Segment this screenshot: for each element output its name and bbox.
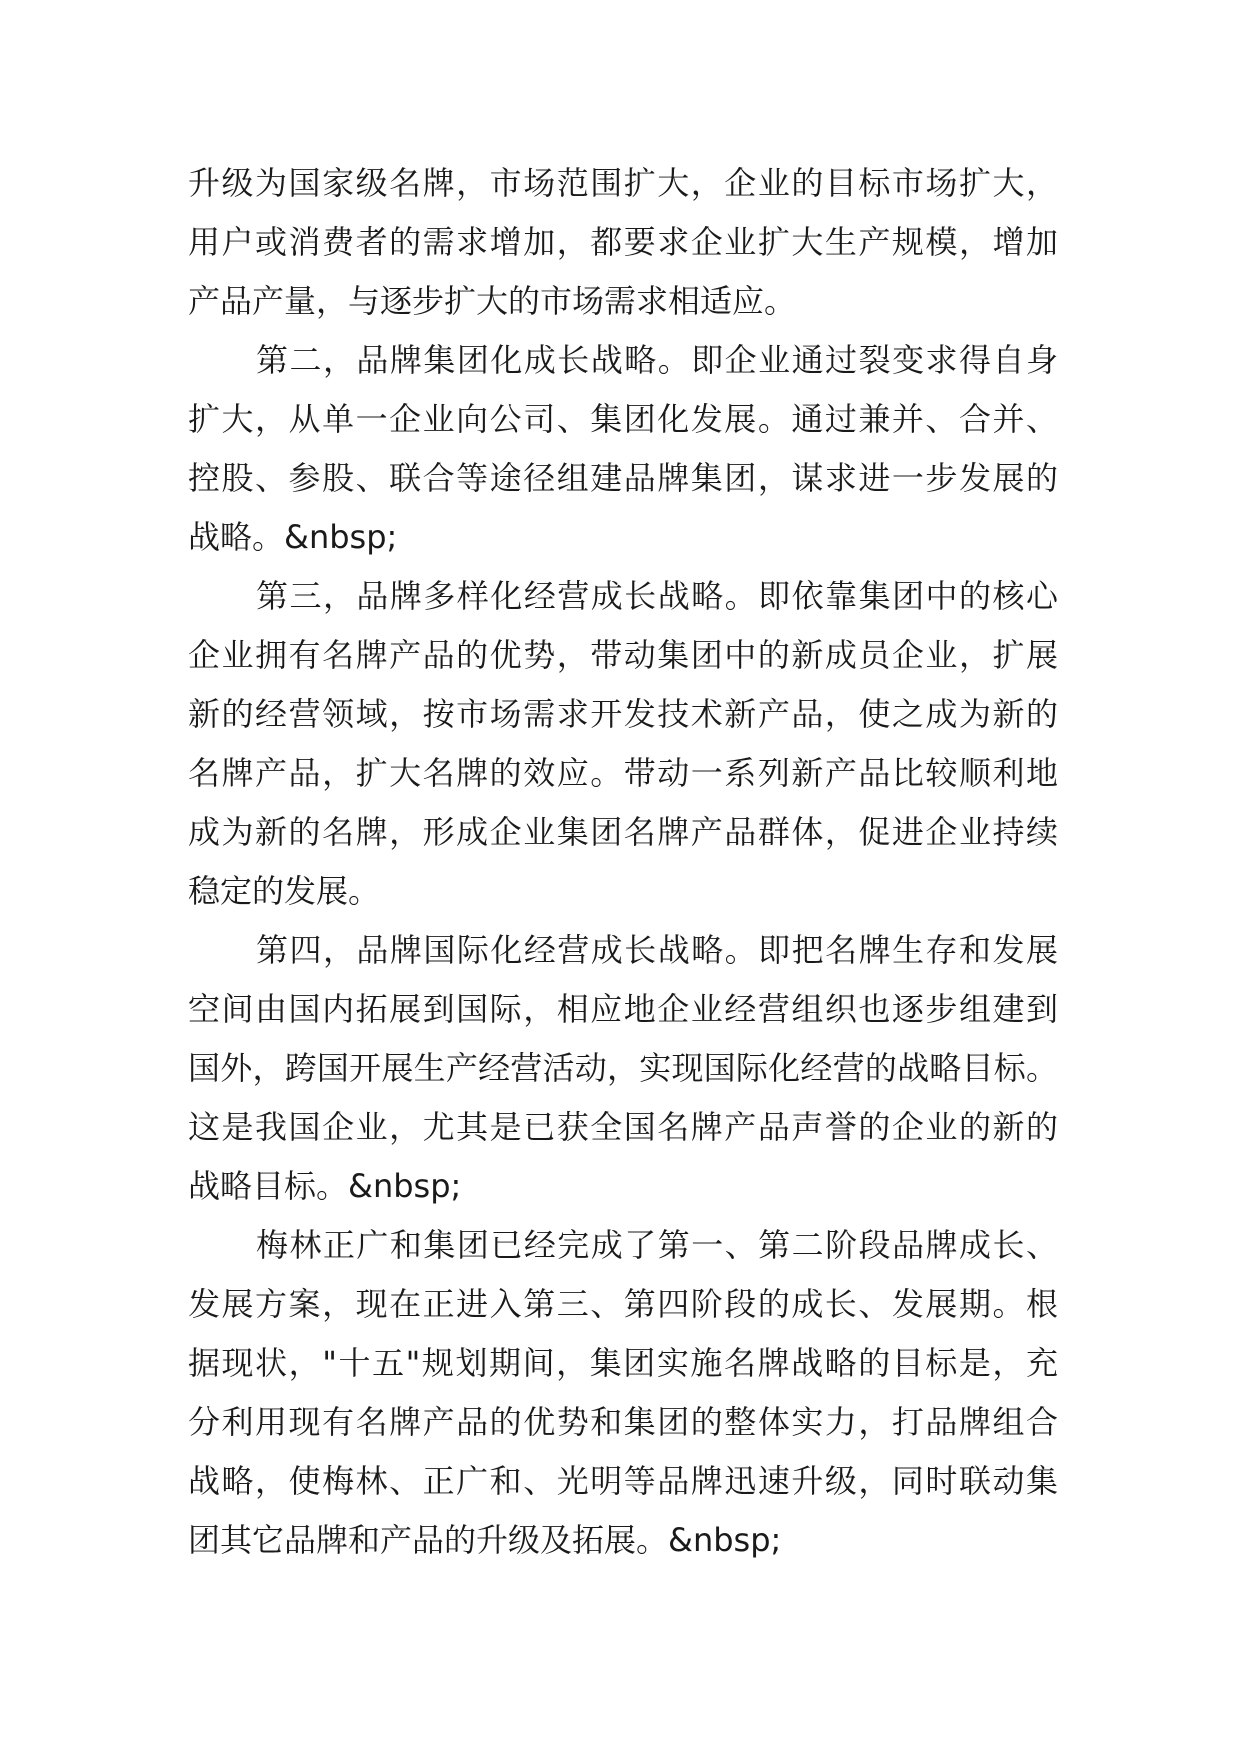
text-line: 名牌产品，扩大名牌的效应。带动一系列新产品比较顺利地 [188, 754, 1058, 792]
text-line: 用户或消费者的需求增加，都要求企业扩大生产规模，增加 [188, 223, 1058, 261]
text-line: 控股、参股、联合等途径组建品牌集团，谋求进一步发展的 [188, 459, 1058, 497]
text-line: 国外，跨国开展生产经营活动，实现国际化经营的战略目标。 [188, 1049, 1058, 1087]
text-line: 新的经营领域，按市场需求开发技术新产品，使之成为新的 [188, 695, 1058, 733]
text-line: 升级为国家级名牌，市场范围扩大，企业的目标市场扩大， [188, 164, 1058, 202]
text-line: 这是我国企业，尤其是已获全国名牌产品声誉的企业的新的 [188, 1108, 1058, 1146]
text-line: 产品产量，与逐步扩大的市场需求相适应。 [188, 282, 797, 320]
text-line: 空间由国内拓展到国际，相应地企业经营组织也逐步组建到 [188, 990, 1058, 1028]
text-line: 据现状，"十五"规划期间，集团实施名牌战略的目标是，充 [188, 1344, 1058, 1382]
text-line: 梅林正广和集团已经完成了第一、第二阶段品牌成长、 [256, 1226, 1058, 1264]
text-line: 分利用现有名牌产品的优势和集团的整体实力，打品牌组合 [188, 1403, 1058, 1441]
text-line: 扩大，从单一企业向公司、集团化发展。通过兼并、合并、 [188, 400, 1058, 438]
paragraph-third-strategy [188, 567, 1058, 921]
text-line: 发展方案，现在正进入第三、第四阶段的成长、发展期。根 [188, 1285, 1058, 1323]
document-body [188, 154, 1058, 1570]
text-line: 战略，使梅林、正广和、光明等品牌迅速升级，同时联动集 [188, 1462, 1058, 1500]
text-line: 第三，品牌多样化经营成长战略。即依靠集团中的核心 [256, 577, 1058, 615]
text-line: 战略。&nbsp; [188, 518, 398, 556]
text-line: 企业拥有名牌产品的优势，带动集团中的新成员企业，扩展 [188, 636, 1058, 674]
paragraph-continuation [188, 154, 1058, 331]
text-line: 第二，品牌集团化成长战略。即企业通过裂变求得自身 [256, 341, 1058, 379]
text-line: 战略目标。&nbsp; [188, 1167, 462, 1205]
paragraph-group-summary [188, 1216, 1058, 1570]
paragraph-second-strategy [188, 331, 1058, 567]
text-line: 团其它品牌和产品的升级及拓展。&nbsp; [188, 1521, 782, 1559]
text-line: 稳定的发展。 [188, 872, 381, 910]
text-line: 成为新的名牌，形成企业集团名牌产品群体，促进企业持续 [188, 813, 1058, 851]
text-line: 第四，品牌国际化经营成长战略。即把名牌生存和发展 [256, 931, 1058, 969]
paragraph-fourth-strategy [188, 921, 1058, 1216]
